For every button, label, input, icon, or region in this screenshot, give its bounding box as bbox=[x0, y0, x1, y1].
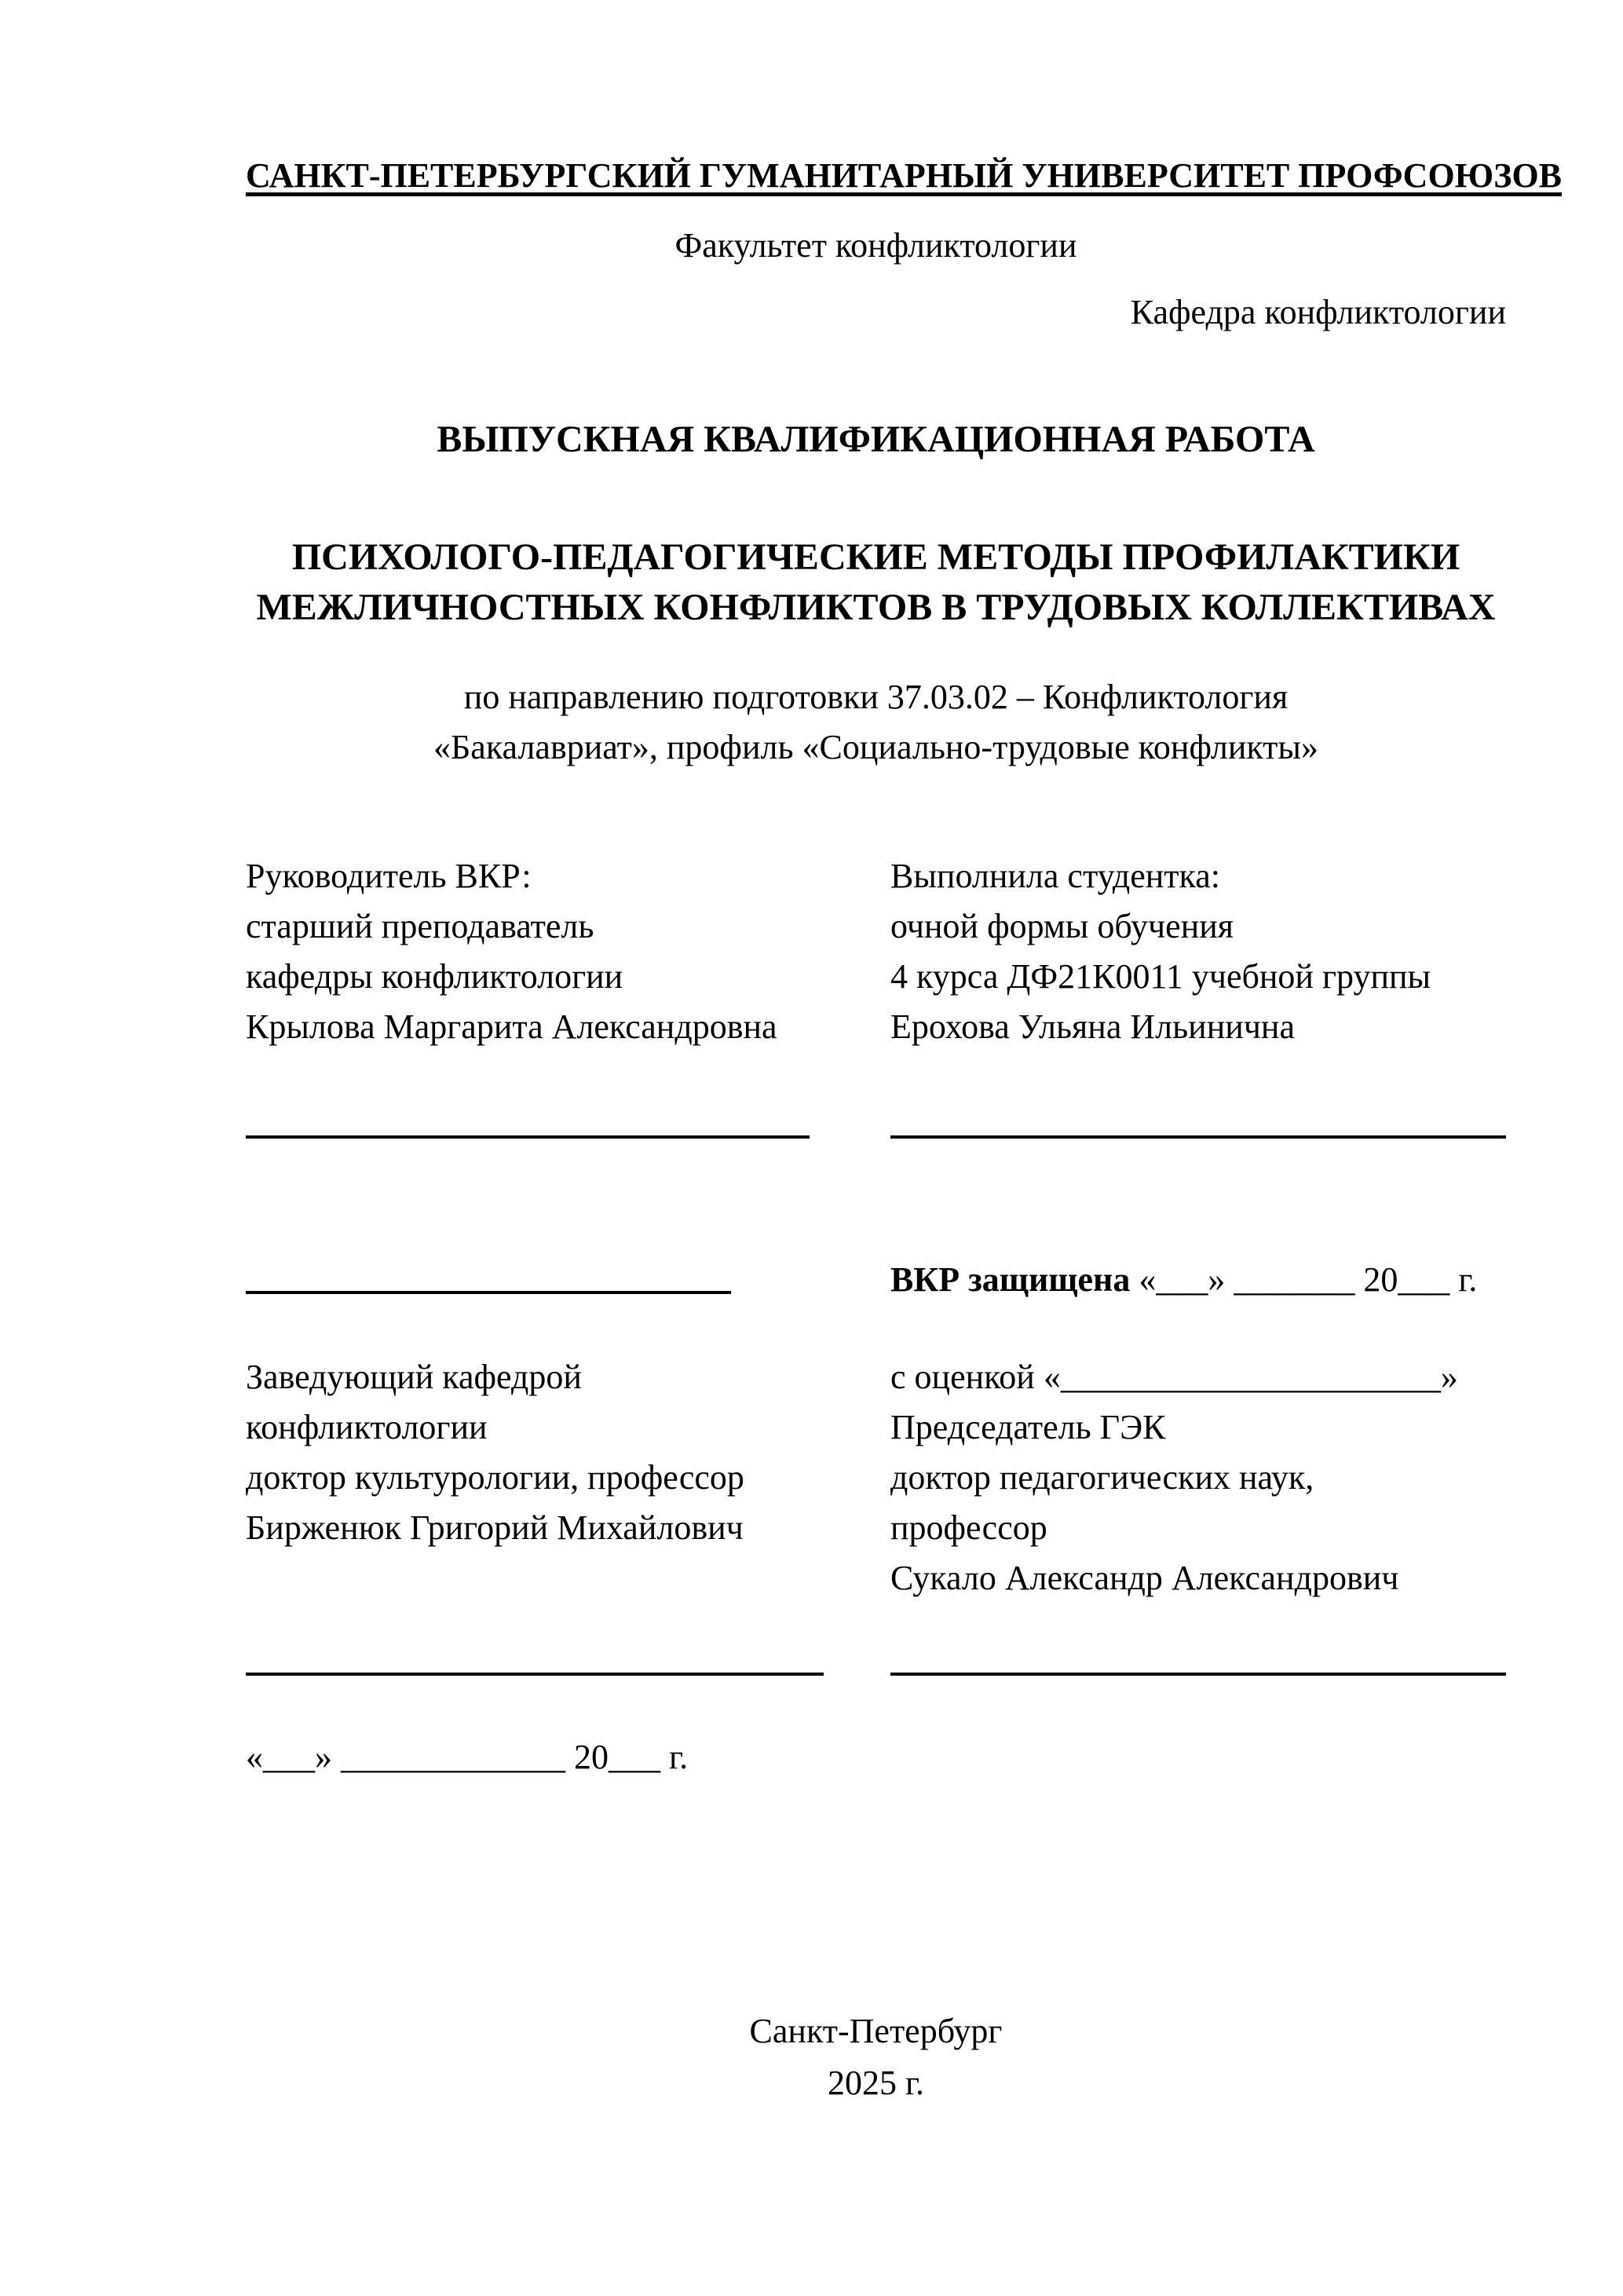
signature-line-head-short bbox=[246, 1291, 731, 1294]
student-name: Ерохова Ульяна Ильинична bbox=[890, 1007, 1296, 1046]
signature-line-supervisor bbox=[246, 1135, 810, 1139]
head-line1: Заведующий кафедрой bbox=[246, 1358, 582, 1396]
supervisor-position-line1: старший преподаватель bbox=[246, 907, 594, 945]
signature-line-chairman bbox=[890, 1673, 1506, 1676]
study-direction-line1: по направлению подготовки 37.03.02 – Конфликтология bbox=[463, 678, 1289, 716]
thesis-title-line1: ПСИХОЛОГО-ПЕДАГОГИЧЕСКИЕ МЕТОДЫ ПРОФИЛАКТИКИ bbox=[291, 536, 1460, 578]
defended-label: ВКР защищена bbox=[890, 1260, 1131, 1299]
chairman-title: Председатель ГЭК bbox=[890, 1408, 1166, 1446]
signature-line-student bbox=[890, 1135, 1506, 1139]
footer-year: 2025 г. bbox=[827, 2064, 925, 2102]
faculty-name: Факультет конфликтологии bbox=[674, 226, 1077, 265]
student-group: 4 курса ДФ21К0011 учебной группы bbox=[890, 957, 1431, 996]
supervisor-label: Руководитель ВКР: bbox=[246, 857, 532, 895]
thesis-title-line2: МЕЖЛИЧНОСТНЫХ КОНФЛИКТОВ В ТРУДОВЫХ КОЛЛЕКТИВАХ bbox=[256, 587, 1496, 628]
date-blank-line bbox=[246, 1732, 890, 1782]
head-name: Бирженюк Григорий Михайлович bbox=[246, 1508, 744, 1547]
supervisor-position-line2: кафедры конфликтологии bbox=[246, 957, 623, 996]
head-line2: конфликтологии bbox=[246, 1408, 488, 1446]
study-direction-line2: «Бакалавриат», профиль «Социально-трудовые конфликты» bbox=[433, 728, 1318, 766]
head-line3: доктор культурологии, профессор bbox=[246, 1458, 744, 1497]
signature-line-head bbox=[246, 1673, 824, 1676]
university-name: САНКТ-ПЕТЕРБУРГСКИЙ ГУМАНИТАРНЫЙ УНИВЕРСИТЕТ ПРОФСОЮЗОВ bbox=[246, 156, 1563, 195]
study-direction bbox=[246, 672, 1506, 773]
defense-date-line bbox=[890, 1255, 1511, 1305]
footer-city: Санкт-Петербург bbox=[749, 2012, 1003, 2050]
work-type-title: ВЫПУСКНАЯ КВАЛИФИКАЦИОННАЯ РАБОТА bbox=[437, 419, 1315, 460]
student-label: Выполнила студентка: bbox=[890, 857, 1220, 895]
footer-block bbox=[246, 2005, 1506, 2109]
grade-blank-line: с оценкой «______________________» bbox=[890, 1358, 1458, 1396]
department-name: Кафедра конфликтологии bbox=[1130, 293, 1506, 331]
student-study-form: очной формы обучения bbox=[890, 907, 1234, 945]
thesis-title bbox=[246, 532, 1506, 633]
supervisor-block bbox=[246, 851, 890, 1052]
defended-blank: «___» _______ 20___ г. bbox=[1130, 1260, 1478, 1299]
date-blank-text: «___» _____________ 20___ г. bbox=[246, 1738, 689, 1776]
head-of-department-block bbox=[246, 1352, 890, 1553]
chairman-degree: доктор педагогических наук, bbox=[890, 1458, 1314, 1497]
chairman-rank: профессор bbox=[890, 1508, 1047, 1547]
chairman-name: Сукало Александр Александрович bbox=[890, 1559, 1399, 1597]
supervisor-name: Крылова Маргарита Александровна bbox=[246, 1007, 777, 1046]
student-block bbox=[890, 851, 1511, 1052]
chairman-block bbox=[890, 1352, 1511, 1603]
